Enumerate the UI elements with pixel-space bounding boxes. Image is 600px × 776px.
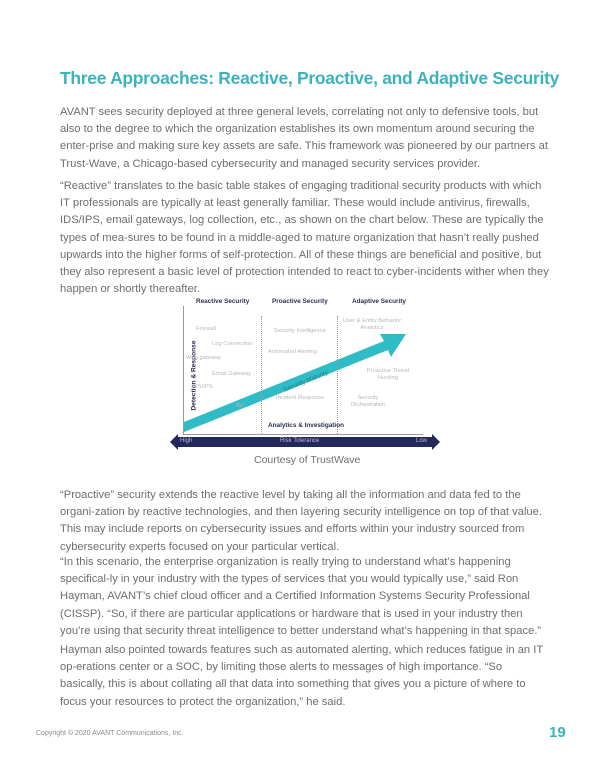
column-header-adaptive: Adaptive Security: [352, 298, 406, 305]
column-header-reactive: Reactive Security: [196, 298, 250, 305]
column-divider: [261, 316, 262, 434]
item-automated-alerting: Automated Alerting: [268, 349, 317, 355]
item-incident-response: Incident Response: [276, 395, 325, 401]
item-proactive-threat-hunting: Proactive Threat Hunting: [366, 368, 410, 381]
item-firewall: Firewall: [196, 326, 216, 332]
page-heading: Three Approaches: Reactive, Proactive, and Adaptive Security: [60, 68, 560, 88]
item-security-orchestration: Security Orchestration: [350, 395, 386, 408]
item-av: AV: [236, 403, 244, 409]
risk-high-label: High: [180, 438, 193, 444]
page-number: 19: [549, 724, 566, 741]
paragraph-reactive: “Reactive” translates to the basic table stakes of engaging traditional security products with which IT professionals are typically at least generally familiar. These would include antivirus, firewalls, IDS/IPS, email gateways, log collection, etc., as shown on the chart below. These are typically the types of mea-sures to be found in a middle-aged to mature organization that hasn’t really pushed upwards into the higher forms of self-protection. All of these things are beneficial and positive, but they also represent a basic level of protection intended to react to cyber-incidents wither when they happen or shortly thereafter.: [60, 180, 549, 296]
item-ids-ips: IDS/IPS: [192, 384, 213, 390]
arrow-label: Security Maturity: [282, 369, 330, 394]
item-security-intelligence: Security Intelligence: [274, 328, 326, 334]
paragraph-intro: AVANT sees security deployed at three general levels, correlating not only to defensive tools, but also to the degree to which the organization establishes its own momentum around securing the enter-prise and making sure key assets are safe. This framework was pioneered by our partners at Trust-Wave, a Chicago-based cybersecurity and managed security services provider.: [60, 106, 548, 170]
y-axis-label: Detection & Response: [190, 340, 198, 411]
paragraph-quote: “In this scenario, the enterprise organization is really trying to understand what’s happening specifical-ly in your industry with the types of services that you would typically use,” said Ron Hayman, AVANT’s chief cloud officer and a Certified Information Systems Security Professional (CISSP). “So, if there are particular applications or hardware that is used in your industry then you’re using that security threat intelligence to better understand what’s happening in that space.”: [60, 556, 542, 637]
item-web-gateway: Web gateway: [186, 355, 222, 361]
item-user-entity-behavior-analytics: User & Entity Behavior Analytics: [342, 318, 402, 331]
x-axis-label: Analytics & Investigation: [268, 422, 344, 429]
y-axis-line: [183, 306, 184, 434]
x-axis-line: [183, 434, 423, 435]
item-email-gateway: Email Gateway: [212, 371, 251, 377]
item-log-connection: Log Connection: [212, 341, 253, 347]
risk-tolerance-label: Risk Tolerance: [280, 438, 320, 444]
paragraph-alerting: Hayman also pointed towards features such as automated alerting, which reduces fatigue in an IT op-erations center or a SOC, by limiting those alerts to messages of high importance. “So basically, this is about collating all that data into something that gives you a picture of where to focus your resources to protect the organization,” he said.: [60, 644, 543, 708]
column-divider: [337, 316, 338, 434]
diagram-caption: Courtesy of TrustWave: [254, 454, 361, 466]
security-maturity-diagram: [170, 294, 440, 478]
risk-low-label: Low: [416, 438, 428, 444]
footer-copyright: Copyright © 2020 AVANT Communications, Inc.: [36, 730, 184, 737]
column-header-proactive: Proactive Security: [272, 298, 328, 305]
paragraph-proactive: “Proactive” security extends the reactive level by taking all the information and data fed to the organi-zation by reactive technologies, and then layering security intelligence on top of that value. This may include reports on cybersecurity issues and efforts within your industry sourced from cybersecurity experts focused on your particular vertical.: [60, 489, 542, 553]
